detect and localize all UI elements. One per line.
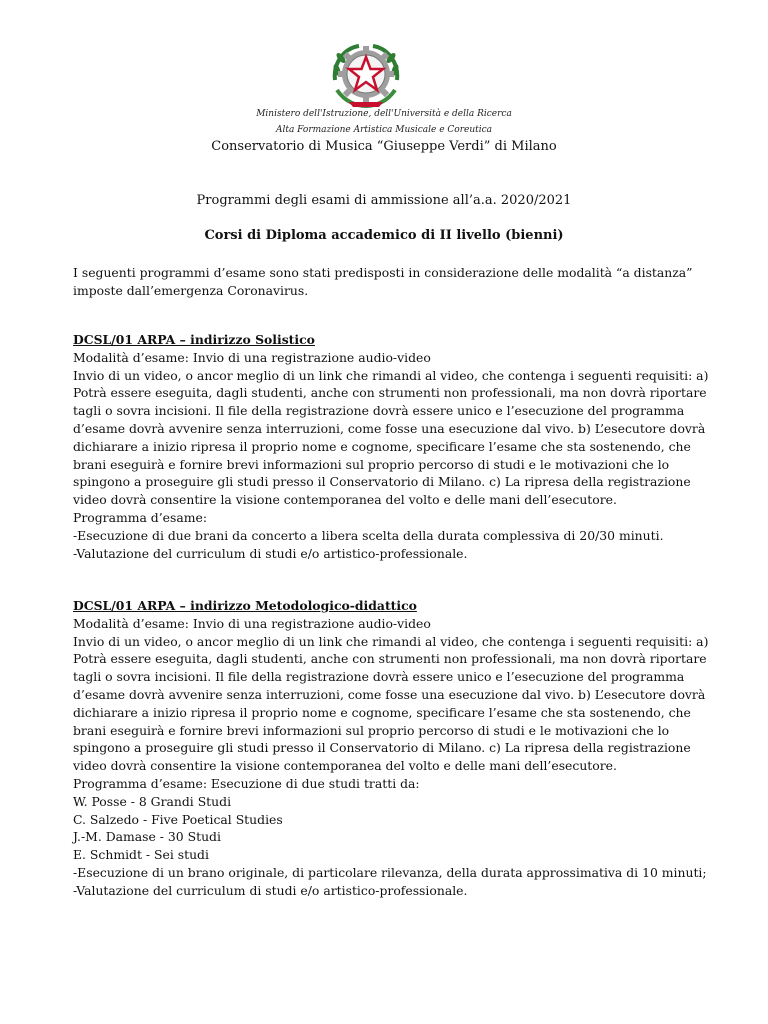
intro-line: I seguenti programmi d’esame sono stati predisposti in considerazione delle modalità “a distanza” (73, 265, 693, 280)
section-line: spingono a proseguire gli studi presso il Conservatorio di Milano. c) La ripresa della registrazione (73, 740, 691, 756)
italian-republic-emblem-icon (327, 40, 405, 110)
section-line: Potrà essere eseguita, dagli studenti, anche con strumenti non professionali, ma non dovrà riportare (73, 385, 707, 401)
section-line: dichiarare a inizio ripresa il proprio nome e cognome, specificare l’esame che sta sostenendo, che (73, 438, 691, 454)
section-line: E. Schmidt - Sei studi (73, 847, 209, 863)
section-line: W. Posse - 8 Grandi Studi (73, 793, 232, 809)
section-arpa-solistico (73, 331, 713, 562)
section-line: Invio di un video, o ancor meglio di un link che rimandi al video, che contenga i seguenti requisiti: a) (73, 633, 709, 649)
section-line: Modalità d’esame: Invio di una registrazione audio-video (73, 349, 431, 365)
section-line: d’esame dovrà avvenire senza interruzioni, come fosse una esecuzione dal vivo. b) L’esecutore dovrà (73, 686, 706, 702)
section-line: Programma d’esame: Esecuzione di due studi tratti da: (73, 775, 420, 791)
section-line: brani eseguirà e fornire brevi informazioni sul proprio percorso di studi e le motivazioni che lo (73, 456, 670, 472)
section-title: DCSL/01 ARPA – indirizzo Metodologico-didattico (73, 598, 417, 613)
section-line: dichiarare a inizio ripresa il proprio nome e cognome, specificare l’esame che sta sostenendo, che (73, 704, 691, 720)
section-line: -Esecuzione di un brano originale, di particolare rilevanza, della durata approssimativa di 10 minuti; (73, 864, 707, 880)
section-line: tagli o sovra incisioni. Il file della registrazione dovrà essere unico e l’esecuzione del programma (73, 403, 685, 419)
conservatory-name: Conservatorio di Musica “Giuseppe Verdi” di Milano (211, 139, 557, 154)
section-line: d’esame dovrà avvenire senza interruzioni, come fosse una esecuzione dal vivo. b) L’esecutore dovrà (73, 420, 706, 436)
section-title: DCSL/01 ARPA – indirizzo Solistico (73, 332, 315, 347)
section-line: video dovrà consentire la visione contemporanea del volto e delle mani dell’esecutore. (73, 758, 617, 774)
section-line: J.-M. Damase - 30 Studi (73, 829, 221, 845)
section-arpa-metodologico (73, 597, 713, 900)
section-line: -Esecuzione di due brani da concerto a libera scelta della durata complessiva di 20/30 minuti. (73, 527, 664, 543)
section-line: C. Salzedo - Five Poetical Studies (73, 811, 283, 827)
programmi-heading: Programmi degli esami di ammissione all’a.a. 2020/2021 (196, 193, 572, 208)
section-line: Invio di un video, o ancor meglio di un link che rimandi al video, che contenga i seguenti requisiti: a) (73, 367, 709, 383)
section-line: -Valutazione del curriculum di studi e/o artistico-professionale. (73, 882, 468, 898)
section-line: Programma d’esame: (73, 509, 207, 525)
section-line: Potrà essere eseguita, dagli studenti, anche con strumenti non professionali, ma non dovrà riportare (73, 651, 707, 667)
ministry-line-2: Alta Formazione Artistica Musicale e Coreutica (275, 125, 493, 135)
section-line: video dovrà consentire la visione contemporanea del volto e delle mani dell’esecutore. (73, 492, 617, 508)
section-line: brani eseguirà e fornire brevi informazioni sul proprio percorso di studi e le motivazioni che lo (73, 722, 670, 738)
intro-line: imposte dall’emergenza Coronavirus. (73, 282, 309, 298)
section-line: Modalità d’esame: Invio di una registrazione audio-video (73, 615, 431, 631)
intro-paragraph (73, 264, 713, 300)
corsi-title: Corsi di Diploma accademico di II livello (bienni) (204, 228, 564, 243)
section-line: -Valutazione del curriculum di studi e/o artistico-professionale. (73, 545, 468, 561)
section-line: spingono a proseguire gli studi presso il Conservatorio di Milano. c) La ripresa della registrazione (73, 474, 691, 490)
ministry-line-1: Ministero dell'Istruzione, dell'Università e della Ricerca (256, 109, 512, 119)
section-line: tagli o sovra incisioni. Il file della registrazione dovrà essere unico e l’esecuzione del programma (73, 669, 685, 685)
